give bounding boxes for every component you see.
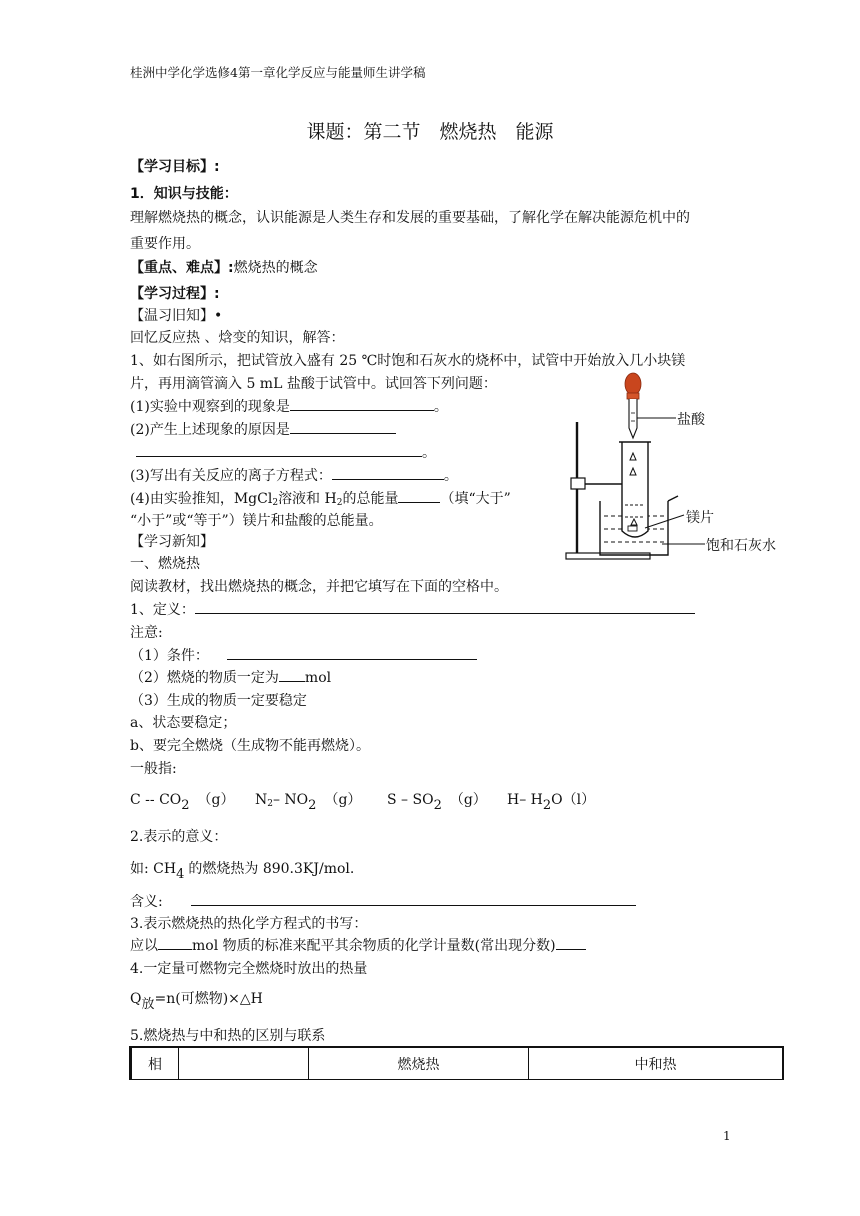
question1-part2 [130,419,396,439]
formula-n [255,789,361,813]
meaning-heading: 2.表示的意义： [130,829,228,845]
definition [130,599,695,619]
subscript: 2 [308,798,317,813]
new-knowledge-heading: 【学习新知】 [130,534,214,550]
question1-part2-continue [136,442,436,462]
note-label: 注意: [130,625,163,641]
answer-blank[interactable] [279,667,305,682]
key-points-text: 燃烧热的概念 [233,260,318,276]
general-label: 一般指: [130,761,177,777]
objectives-heading: 【学习目标】: [130,159,220,175]
answer-blank[interactable] [290,396,434,411]
answer-blank[interactable] [195,599,695,614]
unit-mol: mol [304,670,332,686]
table-row [131,1047,784,1080]
condition-3: （3）生成的物质一定要稳定 [130,693,307,709]
answer-blank[interactable] [227,645,477,660]
question1-part1 [130,396,448,416]
answer-blank[interactable] [290,419,396,434]
subscript: 2 [272,498,279,508]
reading-instruction: 阅读教材，找出燃烧热的概念，并把它填写在下面的空格中。 [130,579,508,595]
knowledge-heading: 1．知识与技能： [130,186,238,202]
answer-blank[interactable] [136,442,422,457]
writing-text: mol 物质的标准来配平其余物质的化学计量数(常出现分数) [192,938,556,954]
period: 。 [443,468,458,484]
table-cell [179,1047,309,1080]
question1-part4-text: (4)由实验推知，MgCl [130,491,273,507]
condition-2-text: （2）燃烧的物质一定为 [130,670,279,686]
comparison-table [129,1046,784,1080]
table-cell: 燃烧热 [309,1047,529,1080]
dropper [625,373,641,438]
experiment-figure [540,365,800,580]
heat-heading: 4.一定量可燃物完全燃烧时放出的热量 [130,961,368,977]
subscript: 2 [336,498,343,508]
page-header: 桂洲中学化学选修4第一章化学反应与能量师生讲学稿 [130,65,426,80]
subscript: 2 [433,798,442,813]
knowledge-line-1: 理解燃烧热的概念，认识能源是人类生存和发展的重要基础，了解化学在解决能源危机中的 [130,210,690,226]
condition-2 [130,667,331,687]
question1-line1: 1、如右图所示，把试管放入盛有 25 ℃时饱和石灰水的烧杯中，试管中开始放入几小块镁 [130,353,686,369]
question1-part4-text: （填“大于” [440,491,511,507]
formula-h [507,789,595,813]
subscript: 4 [176,867,185,882]
process-heading: 【学习过程】: [130,286,220,302]
example-text: 的燃烧热为 890.3KJ/mol. [188,861,355,877]
example-text: 如: CH [130,861,177,877]
period: 。 [433,399,448,415]
subscript: 2 [181,798,190,813]
subscript: 2 [267,799,273,809]
knowledge-line-2: 重要作用。 [130,236,200,252]
formula-text: O（l） [551,792,596,808]
answer-blank[interactable] [191,891,636,906]
period: 。 [422,445,436,461]
definition-label: 1、定义： [130,602,195,618]
difference-heading: 5.燃烧热与中和热的区别与联系 [130,1028,326,1044]
formula-text: – NO [272,792,309,808]
section-heading: 一、燃烧热 [130,556,200,572]
label-limewater: 饱和石灰水 [706,538,776,554]
formula-state: （g） [449,792,487,808]
table-cell: 相 [131,1047,179,1080]
page-number: 1 [723,1129,731,1143]
question1-part2-text: (2)产生上述现象的原因是 [130,422,290,438]
page-title: 课题：第二节 燃烧热 能源 [306,121,554,143]
writing-rule [130,935,586,955]
condition-1 [130,645,477,665]
question1-part4 [130,488,511,508]
formula-s [387,789,487,813]
answer-blank[interactable] [556,935,586,950]
question1-part4-text: 溶液和 H [278,491,337,507]
heat-q: Q [130,991,142,1007]
answer-blank[interactable] [158,935,192,950]
formula-text: C -- CO [130,792,182,808]
key-points-label: 【重点、难点】: [130,260,234,276]
question1-part3 [130,465,458,485]
key-points [130,257,318,277]
question1-line2: 片，再用滴管滴入 5 mL 盐酸于试管中。试回答下列问题： [130,376,497,392]
review-intro: 回忆反应热 、焓变的知识，解答： [130,330,345,346]
review-heading: 【温习旧知】• [130,308,223,324]
test-tube [619,442,651,537]
heat-formula-text: =n(可燃物)×△H [154,991,263,1007]
answer-blank[interactable] [332,465,444,480]
heat-formula [130,988,263,1012]
answer-blank[interactable] [398,488,440,503]
formula-text: S – SO [387,792,434,808]
example [130,858,354,882]
question1-part1-text: (1)实验中观察到的现象是 [130,399,290,415]
formula-c [130,789,235,813]
subscript: 2 [542,798,552,813]
condition-b: b、要完全燃烧（生成物不能再燃烧）。 [130,738,370,754]
formula-text: H– H [507,792,543,808]
formula-text: N [255,792,268,808]
formula-state: （g） [324,792,362,808]
table-cell: 中和热 [529,1047,784,1080]
meaning-line [130,891,636,911]
question1-part4-line2: “小于”或“等于”）镁片和盐酸的总能量。 [130,513,383,529]
formula-state: （g） [197,792,235,808]
condition-a: a、状态要稳定； [130,715,237,731]
meaning-label: 含义: [130,894,163,910]
writing-heading: 3.表示燃烧热的热化学方程式的书写： [130,916,368,932]
label-magnesium: 镁片 [686,510,714,526]
writing-text: 应以 [130,938,158,954]
question1-part4-text: 的总能量 [342,491,399,507]
question1-part3-text: (3)写出有关反应的离子方程式： [130,468,332,484]
condition-1-text: （1）条件： [130,648,209,664]
label-hydrochloric-acid: 盐酸 [677,412,705,428]
subscript: 放 [141,997,155,1012]
